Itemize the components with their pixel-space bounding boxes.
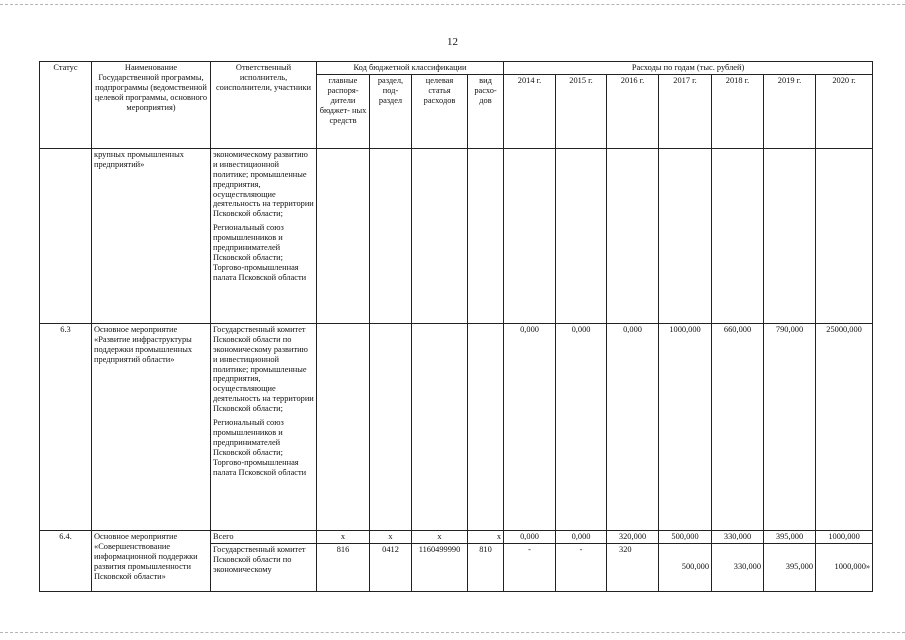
value-cell: 320,000	[607, 530, 659, 543]
executor-cell	[211, 323, 317, 530]
header-year: 2015 г.	[556, 74, 607, 148]
header-year: 2014 г.	[504, 74, 556, 148]
name-cell: Основное мероприятие «Совершенствование информационной поддержки развития промышленности Псковской области»	[92, 530, 211, 591]
header-expense-type: вид расхо- дов	[468, 74, 504, 148]
header-row-1	[40, 62, 873, 75]
status-cell	[40, 148, 92, 323]
value-cell: 500,000	[659, 530, 712, 543]
value-cell: 500,000	[659, 543, 712, 591]
code-cell: 0412	[370, 543, 412, 591]
header-year: 2016 г.	[607, 74, 659, 148]
value-cell: -	[504, 543, 556, 591]
value-cell: 0,000	[504, 323, 556, 530]
value-cell: 0,000	[504, 530, 556, 543]
executor-text: экономическому развитию и инвестиционной политике; промышленные предприятия, осуществляющие деятельность на территории Псковской области;	[213, 149, 314, 219]
value-cell: 1000,000	[816, 530, 873, 543]
code-cell: х	[370, 530, 412, 543]
header-status: Статус	[40, 62, 92, 149]
header-main-managers: главные распоря- дители бюджет- ных средств	[317, 74, 370, 148]
value-cell: 0,000	[556, 323, 607, 530]
header-section: раздел, под- раздел	[370, 74, 412, 148]
status-cell: 6.4.	[40, 530, 92, 591]
value-cell: 330,000	[712, 543, 764, 591]
value-cell: 660,000	[712, 323, 764, 530]
header-budget-code: Код бюджетной классификации	[317, 62, 504, 75]
name-cell: Основное мероприятие «Развитие инфраструктуры поддержки промышленных предприятий области»	[92, 323, 211, 530]
code-cell: х	[412, 530, 468, 543]
value-cell: -	[556, 543, 607, 591]
executor-text: Региональный союз промышленников и предпринимателей Псковской области; Торгово-промышленная палата Псковской области	[213, 418, 307, 477]
header-executor: Ответственный исполнитель, соисполнители, участники	[211, 62, 317, 149]
code-cell: 810	[468, 543, 504, 591]
header-year: 2020 г.	[816, 74, 873, 148]
header-year: 2019 г.	[764, 74, 816, 148]
name-cell: крупных промышленных предприятий»	[92, 148, 211, 323]
value-cell: 395,000	[764, 543, 816, 591]
budget-table	[39, 61, 873, 592]
executor-text: Государственный комитет Псковской области по экономическому развитию и инвестиционной политике; промышленные предприятия, осуществляющие деятельность на территории Псковской области;	[213, 324, 314, 414]
executor-cell: Государственный комитет Псковской области по экономическому	[211, 543, 317, 591]
value-cell: 1000,000	[659, 323, 712, 530]
executor-cell	[211, 148, 317, 323]
scan-edge-bottom	[0, 632, 905, 633]
code-cell: х	[468, 530, 504, 543]
status-cell: 6.3	[40, 323, 92, 530]
code-cell: х	[317, 530, 370, 543]
code-cell: 1160499990	[412, 543, 468, 591]
header-expenses-by-year: Расходы по годам (тыс. рублей)	[504, 62, 873, 75]
scan-edge-top	[0, 4, 905, 5]
value-cell: 320	[607, 543, 659, 591]
executor-text: Региональный союз промышленников и предпринимателей Псковской области; Торгово-промышленная палата Псковской области	[213, 223, 307, 282]
header-name: Наименование Государственной программы, подпрограммы (ведомственной целевой программы, основного мероприятия)	[92, 62, 211, 149]
value-cell: 790,000	[764, 323, 816, 530]
table-row-6-3	[40, 323, 873, 530]
code-cell: 816	[317, 543, 370, 591]
header-target-article: целевая статья расходов	[412, 74, 468, 148]
table-row-6-4-total	[40, 530, 873, 543]
header-year: 2018 г.	[712, 74, 764, 148]
table-row-continued	[40, 148, 873, 323]
value-cell: 25000,000	[816, 323, 873, 530]
value-cell: 330,000	[712, 530, 764, 543]
value-cell: 395,000	[764, 530, 816, 543]
header-year: 2017 г.	[659, 74, 712, 148]
total-label: Всего	[211, 530, 317, 543]
value-cell: 0,000	[556, 530, 607, 543]
value-cell: 1000,000»	[816, 543, 873, 591]
page-number: 12	[447, 36, 458, 48]
value-cell: 0,000	[607, 323, 659, 530]
